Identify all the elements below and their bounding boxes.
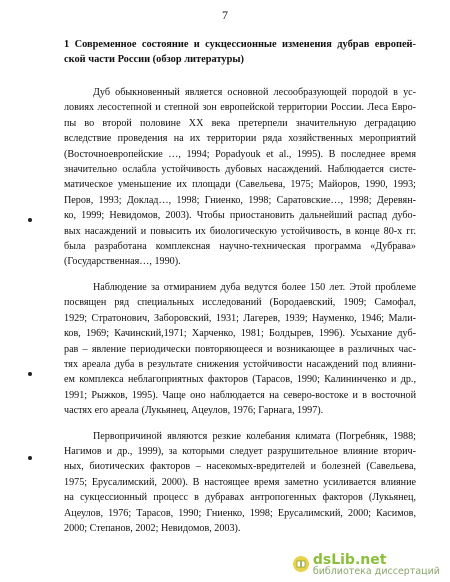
- section-heading: [64, 37, 416, 67]
- heading-line: 1 Современное состояние и сукцессионные изменения дубрав европей-: [64, 39, 416, 50]
- margin-dot: [28, 372, 32, 376]
- text-line: вых насаждений и повысить их биологическую устойчивость, в конце 80-х гг.: [64, 225, 416, 237]
- text-line: Ацеулов, 1976; Тарасов, 1990; Гниенко, 1998; Ерусалимский, 2000; Касимов,: [64, 507, 416, 519]
- page-number: 7: [222, 8, 228, 22]
- text-line: вследствие проведения на их территории ряда хозяйственных мероприятий: [64, 133, 416, 145]
- text-line: Наблюдение за отмиранием дуба ведутся более 150 лет. Этой проблеме: [93, 281, 416, 293]
- text-line: Перов, 1993; Доклад…, 1998; Гниенко, 1998; Саратовские…, 1998; Деревян-: [64, 194, 416, 206]
- paragraph-2: [64, 280, 416, 419]
- text-line: матическое уменьшение их площади (Савельева, 1975; Майоров, 1990, 1993;: [64, 179, 416, 191]
- text-line: (Государственная…, 1990).: [64, 256, 181, 268]
- text-line: 1929; Стратонович, Заборовский, 1931; Лагерев, 1939; Науменко, 1946; Мали-: [64, 312, 416, 324]
- text-line: ных, биотических факторов – насекомых-вредителей и болезней (Савельева,: [64, 461, 416, 473]
- text-line: 1991; Рыжков, 1995). Чаще оно наблюдается на северо-востоке и в восточной: [64, 389, 416, 401]
- margin-dot: [28, 456, 32, 460]
- text-line: рав – явление периодически повторяющееся и возникающее в различных час-: [64, 343, 416, 355]
- text-line: тях ареала дуба в результате снижения устойчивости насаждений под влияни-: [64, 358, 416, 370]
- text-line: (Восточноевропейские …, 1994; Popadyouk et al., 1995). В последнее время: [64, 148, 416, 160]
- text-line: ловиях лесостепной и степной зон европейской территории России. Леса Евро-: [64, 102, 416, 114]
- text-line: была разработана комплексная научно-техническая программа «Дубрава»: [64, 241, 416, 253]
- heading-line: ской части России (обзор литературы): [64, 54, 244, 65]
- text-line: 2000; Степанов, 2002; Невидомов, 2003).: [64, 522, 241, 534]
- text-line: на сукцессионный процесс в дубравах антропогенных факторов (Лукьянец,: [64, 492, 416, 504]
- book-icon: [293, 556, 309, 572]
- body-text: [64, 85, 416, 536]
- watermark-brand: dsLib.net: [312, 551, 387, 568]
- margin-dot: [28, 218, 32, 222]
- text-line: 1975; Ерусалимский, 2000). В настоящее время заметно усиливается влияние: [64, 476, 416, 488]
- text-line: значительно ослабла устойчивость дубовых насаждений. Наблюдается систе-: [64, 164, 416, 176]
- text-line: пы во второй половине XX века претерпели значительную деградацию: [64, 117, 416, 129]
- text-line: ков, 1969; Качинский,1971; Харченко, 1981; Болдырев, 1996). Усыхание дуб-: [64, 328, 416, 340]
- text-line: ко, 1999; Невидомов, 2003). Чтобы приостановить дальнейший распад дубо-: [64, 210, 416, 222]
- text-line: посвящен ряд специальных исследований (Бородаевский, 1909; Самофал,: [64, 297, 416, 309]
- text-line: частях его ареала (Лукьянец, Ацеулов, 1976; Гарнага, 1997).: [64, 405, 324, 417]
- text-line: Дуб обыкновенный является основной лесообразующей породой в ус-: [93, 87, 416, 98]
- text-line: ем комплекса неблагоприятных факторов (Тарасов, 1990; Калининченко и др.,: [64, 374, 416, 386]
- paragraph-3: [64, 429, 416, 537]
- watermark-text: [313, 553, 440, 577]
- text-line: Первопричиной являются резкие колебания климата (Погребняк, 1988;: [93, 430, 416, 442]
- dslib-watermark: [293, 553, 440, 577]
- watermark-caption: библиотека диссертаций: [312, 565, 440, 577]
- text-line: Нагимов и др., 1999), за которыми следует разрушительное влияние вторич-: [64, 445, 416, 457]
- paragraph-1: [64, 85, 416, 270]
